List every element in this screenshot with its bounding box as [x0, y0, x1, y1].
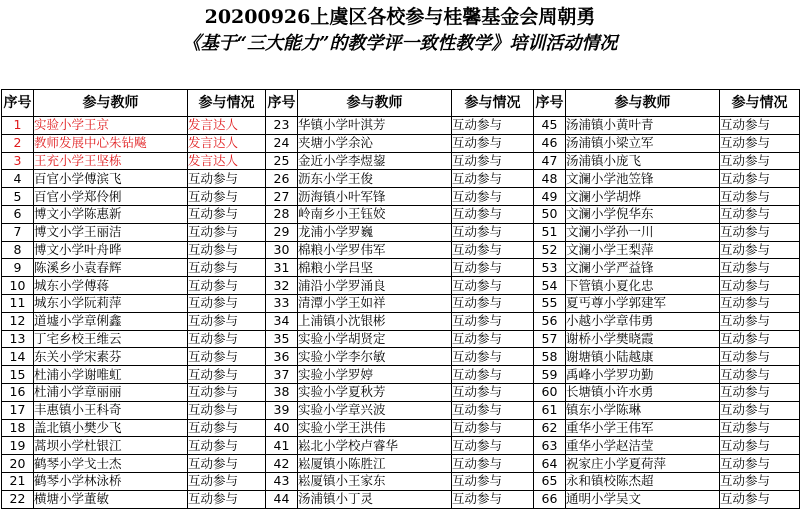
cell-status: 互动参与	[452, 419, 534, 437]
cell-number: 40	[266, 419, 298, 437]
table-row	[2, 259, 800, 277]
cell-teacher: 夹塘小学余沁	[298, 134, 452, 152]
cell-number: 28	[266, 205, 298, 223]
cell-number: 15	[2, 366, 34, 384]
cell-number: 10	[2, 277, 34, 295]
cell-status: 互动参与	[452, 330, 534, 348]
table-row	[2, 383, 800, 401]
cell-number: 24	[266, 134, 298, 152]
cell-status: 互动参与	[452, 366, 534, 384]
cell-status: 互动参与	[452, 401, 534, 419]
header-status: 参与情况	[720, 90, 800, 117]
cell-teacher: 杜浦小学谢唯虹	[34, 366, 188, 384]
cell-number: 43	[266, 472, 298, 490]
cell-number: 59	[534, 366, 566, 384]
cell-number: 64	[534, 455, 566, 473]
cell-number: 9	[2, 259, 34, 277]
cell-number: 27	[266, 188, 298, 206]
cell-status: 互动参与	[720, 455, 800, 473]
cell-number: 18	[2, 419, 34, 437]
cell-status: 互动参与	[720, 294, 800, 312]
cell-status: 互动参与	[720, 383, 800, 401]
cell-number: 49	[534, 188, 566, 206]
cell-status: 发言达人	[188, 134, 266, 152]
table-row	[2, 205, 800, 223]
cell-teacher: 实验小学王洪伟	[298, 419, 452, 437]
cell-number: 50	[534, 205, 566, 223]
cell-teacher: 实验小学罗婷	[298, 366, 452, 384]
header-teacher: 参与教师	[34, 90, 188, 117]
header-num: 序号	[534, 90, 566, 117]
cell-number: 3	[2, 152, 34, 170]
cell-number: 16	[2, 383, 34, 401]
cell-teacher: 东关小学宋素芬	[34, 348, 188, 366]
cell-status: 互动参与	[720, 223, 800, 241]
cell-status: 互动参与	[720, 134, 800, 152]
cell-status: 互动参与	[720, 152, 800, 170]
cell-teacher: 汤浦镇小丁灵	[298, 490, 452, 508]
cell-status: 互动参与	[452, 152, 534, 170]
table-row	[2, 401, 800, 419]
cell-teacher: 实验小学王京	[34, 117, 188, 135]
cell-number: 17	[2, 401, 34, 419]
table-row	[2, 241, 800, 259]
cell-number: 42	[266, 455, 298, 473]
cell-status: 互动参与	[188, 188, 266, 206]
cell-status: 互动参与	[452, 472, 534, 490]
cell-number: 7	[2, 223, 34, 241]
cell-status: 互动参与	[720, 277, 800, 295]
cell-teacher: 小越小学章伟勇	[566, 312, 720, 330]
cell-teacher: 沥海镇小叶军锋	[298, 188, 452, 206]
cell-teacher: 博文小学王丽洁	[34, 223, 188, 241]
cell-number: 12	[2, 312, 34, 330]
cell-status: 互动参与	[720, 188, 800, 206]
cell-teacher: 博文小学陈惠新	[34, 205, 188, 223]
cell-status: 互动参与	[188, 259, 266, 277]
cell-teacher: 实验小学胡贤定	[298, 330, 452, 348]
header-status: 参与情况	[452, 90, 534, 117]
cell-teacher: 崧北小学校卢睿华	[298, 437, 452, 455]
cell-status: 互动参与	[720, 330, 800, 348]
cell-status: 互动参与	[188, 472, 266, 490]
cell-status: 互动参与	[720, 312, 800, 330]
cell-number: 38	[266, 383, 298, 401]
table-row	[2, 277, 800, 295]
cell-status: 互动参与	[720, 205, 800, 223]
cell-number: 25	[266, 152, 298, 170]
cell-teacher: 城东小学傅蒋	[34, 277, 188, 295]
cell-teacher: 重华小学王伟军	[566, 419, 720, 437]
table-row	[2, 223, 800, 241]
cell-number: 65	[534, 472, 566, 490]
header-num: 序号	[2, 90, 34, 117]
cell-number: 47	[534, 152, 566, 170]
cell-status: 互动参与	[188, 437, 266, 455]
table-row	[2, 188, 800, 206]
cell-teacher: 永和镇校陈杰超	[566, 472, 720, 490]
cell-status: 互动参与	[188, 330, 266, 348]
table-row	[2, 348, 800, 366]
cell-teacher: 实验小学夏秋芳	[298, 383, 452, 401]
cell-number: 26	[266, 170, 298, 188]
cell-teacher: 文澜小学胡烨	[566, 188, 720, 206]
cell-status: 互动参与	[720, 490, 800, 508]
cell-number: 4	[2, 170, 34, 188]
cell-number: 66	[534, 490, 566, 508]
cell-number: 58	[534, 348, 566, 366]
cell-number: 32	[266, 277, 298, 295]
cell-status: 互动参与	[720, 348, 800, 366]
cell-status: 互动参与	[452, 241, 534, 259]
cell-status: 互动参与	[720, 437, 800, 455]
cell-status: 互动参与	[452, 259, 534, 277]
cell-teacher: 文澜小学倪华东	[566, 205, 720, 223]
cell-number: 61	[534, 401, 566, 419]
cell-status: 互动参与	[720, 241, 800, 259]
cell-teacher: 夏丐尊小学郭建军	[566, 294, 720, 312]
cell-status: 发言达人	[188, 117, 266, 135]
cell-teacher: 金近小学李煜鋆	[298, 152, 452, 170]
cell-status: 互动参与	[720, 259, 800, 277]
cell-number: 37	[266, 366, 298, 384]
cell-teacher: 文澜小学王梨萍	[566, 241, 720, 259]
cell-teacher: 谢桥小学樊晓霞	[566, 330, 720, 348]
cell-teacher: 浦沿小学罗涌良	[298, 277, 452, 295]
table-row	[2, 455, 800, 473]
cell-number: 19	[2, 437, 34, 455]
cell-teacher: 横塘小学董敏	[34, 490, 188, 508]
cell-teacher: 棉粮小学吕坚	[298, 259, 452, 277]
cell-teacher: 道墟小学章俐鑫	[34, 312, 188, 330]
cell-status: 互动参与	[452, 170, 534, 188]
cell-teacher: 重华小学赵洁莹	[566, 437, 720, 455]
cell-number: 51	[534, 223, 566, 241]
cell-status: 互动参与	[720, 170, 800, 188]
cell-teacher: 鹤琴小学戈士杰	[34, 455, 188, 473]
cell-status: 互动参与	[452, 277, 534, 295]
header-num: 序号	[266, 90, 298, 117]
page-subtitle: 《基于“三大能力”的教学评一致性教学》培训活动情况	[182, 33, 618, 54]
cell-teacher: 上浦镇小沈银彬	[298, 312, 452, 330]
cell-number: 34	[266, 312, 298, 330]
cell-number: 56	[534, 312, 566, 330]
cell-teacher: 华镇小学叶淇芳	[298, 117, 452, 135]
cell-status: 互动参与	[452, 348, 534, 366]
cell-teacher: 沥东小学王俊	[298, 170, 452, 188]
table-row	[2, 330, 800, 348]
cell-number: 22	[2, 490, 34, 508]
table-row	[2, 152, 800, 170]
cell-number: 53	[534, 259, 566, 277]
cell-number: 29	[266, 223, 298, 241]
cell-status: 互动参与	[720, 401, 800, 419]
cell-teacher: 文澜小学严益锋	[566, 259, 720, 277]
cell-status: 互动参与	[452, 455, 534, 473]
cell-teacher: 百官小学傅滨飞	[34, 170, 188, 188]
table-row	[2, 312, 800, 330]
cell-teacher: 汤浦镇小梁立军	[566, 134, 720, 152]
table-row	[2, 170, 800, 188]
cell-number: 44	[266, 490, 298, 508]
cell-status: 互动参与	[188, 205, 266, 223]
cell-teacher: 岭南乡小王钰姣	[298, 205, 452, 223]
cell-number: 31	[266, 259, 298, 277]
cell-status: 互动参与	[188, 294, 266, 312]
cell-status: 互动参与	[452, 383, 534, 401]
cell-number: 14	[2, 348, 34, 366]
cell-status: 互动参与	[452, 490, 534, 508]
cell-number: 48	[534, 170, 566, 188]
cell-status: 发言达人	[188, 152, 266, 170]
table-row	[2, 472, 800, 490]
cell-status: 互动参与	[720, 117, 800, 135]
cell-number: 6	[2, 205, 34, 223]
cell-number: 60	[534, 383, 566, 401]
table-row	[2, 294, 800, 312]
cell-teacher: 实验小学李尔敏	[298, 348, 452, 366]
cell-status: 互动参与	[452, 205, 534, 223]
cell-teacher: 王充小学王坚栋	[34, 152, 188, 170]
cell-teacher: 蒿坝小学杜银江	[34, 437, 188, 455]
cell-teacher: 谢塘镇小陆越康	[566, 348, 720, 366]
cell-teacher: 禹峰小学罗功勤	[566, 366, 720, 384]
cell-teacher: 文澜小学孙一川	[566, 223, 720, 241]
cell-status: 互动参与	[720, 419, 800, 437]
header-teacher: 参与教师	[298, 90, 452, 117]
cell-status: 互动参与	[188, 170, 266, 188]
cell-status: 互动参与	[188, 277, 266, 295]
cell-status: 互动参与	[188, 455, 266, 473]
cell-teacher: 崧厦镇小陈胜江	[298, 455, 452, 473]
cell-status: 互动参与	[452, 223, 534, 241]
cell-status: 互动参与	[720, 366, 800, 384]
header-row	[2, 90, 800, 117]
table-row	[2, 134, 800, 152]
cell-teacher: 龙浦小学罗巍	[298, 223, 452, 241]
cell-status: 互动参与	[452, 312, 534, 330]
cell-number: 30	[266, 241, 298, 259]
cell-status: 互动参与	[188, 383, 266, 401]
cell-teacher: 清潭小学王如祥	[298, 294, 452, 312]
table-row	[2, 366, 800, 384]
cell-status: 互动参与	[452, 437, 534, 455]
cell-number: 36	[266, 348, 298, 366]
cell-teacher: 文澜小学池笠锋	[566, 170, 720, 188]
cell-teacher: 祝家庄小学夏荷萍	[566, 455, 720, 473]
cell-teacher: 棉粮小学罗伟军	[298, 241, 452, 259]
cell-number: 1	[2, 117, 34, 135]
cell-teacher: 丰惠镇小王科奇	[34, 401, 188, 419]
cell-number: 52	[534, 241, 566, 259]
header-status: 参与情况	[188, 90, 266, 117]
participant-table	[1, 89, 800, 509]
cell-number: 63	[534, 437, 566, 455]
cell-number: 2	[2, 134, 34, 152]
cell-status: 互动参与	[452, 117, 534, 135]
cell-status: 互动参与	[188, 241, 266, 259]
cell-number: 39	[266, 401, 298, 419]
cell-teacher: 长塘镇小许水勇	[566, 383, 720, 401]
cell-status: 互动参与	[188, 490, 266, 508]
cell-status: 互动参与	[188, 348, 266, 366]
header-teacher: 参与教师	[566, 90, 720, 117]
cell-status: 互动参与	[720, 472, 800, 490]
cell-teacher: 陈溪乡小袁春辉	[34, 259, 188, 277]
cell-teacher: 百官小学郑伶俐	[34, 188, 188, 206]
cell-teacher: 下管镇小夏化忠	[566, 277, 720, 295]
cell-teacher: 崧厦镇小王家东	[298, 472, 452, 490]
cell-teacher: 实验小学章兴波	[298, 401, 452, 419]
cell-number: 55	[534, 294, 566, 312]
page-title: 20200926上虞区各校参与桂馨基金会周朝勇	[204, 6, 596, 28]
cell-teacher: 教师发展中心朱钻飚	[34, 134, 188, 152]
cell-number: 41	[266, 437, 298, 455]
cell-status: 互动参与	[452, 134, 534, 152]
table-row	[2, 419, 800, 437]
cell-number: 13	[2, 330, 34, 348]
cell-status: 互动参与	[452, 294, 534, 312]
cell-teacher: 通明小学吴文	[566, 490, 720, 508]
cell-number: 33	[266, 294, 298, 312]
cell-number: 57	[534, 330, 566, 348]
cell-number: 62	[534, 419, 566, 437]
cell-number: 20	[2, 455, 34, 473]
cell-status: 互动参与	[188, 223, 266, 241]
cell-teacher: 镇东小学陈琳	[566, 401, 720, 419]
table-row	[2, 437, 800, 455]
cell-teacher: 汤浦镇小黄叶青	[566, 117, 720, 135]
cell-teacher: 丁宅乡校王维云	[34, 330, 188, 348]
cell-teacher: 鹤琴小学林泳桥	[34, 472, 188, 490]
cell-status: 互动参与	[452, 188, 534, 206]
cell-number: 11	[2, 294, 34, 312]
cell-number: 8	[2, 241, 34, 259]
cell-number: 45	[534, 117, 566, 135]
cell-number: 35	[266, 330, 298, 348]
cell-teacher: 盖北镇小樊少飞	[34, 419, 188, 437]
cell-teacher: 博文小学叶舟晔	[34, 241, 188, 259]
cell-number: 21	[2, 472, 34, 490]
cell-teacher: 汤浦镇小庞飞	[566, 152, 720, 170]
cell-status: 互动参与	[188, 366, 266, 384]
table-row	[2, 117, 800, 135]
cell-teacher: 城东小学阮莉萍	[34, 294, 188, 312]
cell-status: 互动参与	[188, 419, 266, 437]
cell-number: 5	[2, 188, 34, 206]
cell-status: 互动参与	[188, 312, 266, 330]
cell-number: 54	[534, 277, 566, 295]
cell-number: 23	[266, 117, 298, 135]
cell-number: 46	[534, 134, 566, 152]
cell-status: 互动参与	[188, 401, 266, 419]
cell-teacher: 杜浦小学章丽丽	[34, 383, 188, 401]
table-row	[2, 490, 800, 508]
